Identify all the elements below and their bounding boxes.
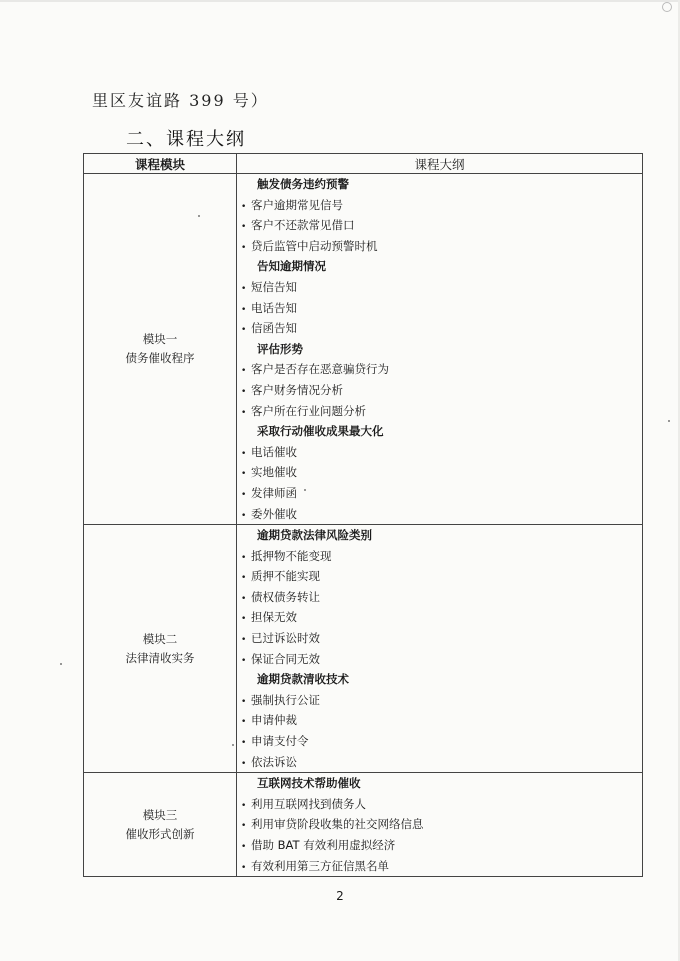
- bullet-icon: •: [241, 800, 247, 811]
- list-item: [237, 690, 642, 711]
- section-title: 二、课程大纲: [126, 129, 246, 150]
- list-item: [237, 401, 642, 422]
- bullet-icon: •: [241, 821, 247, 832]
- address-continuation: 里区友谊路 399 号）: [92, 91, 269, 110]
- bullet-icon: •: [241, 738, 247, 749]
- bullet-icon: •: [241, 283, 247, 294]
- scan-speck: [232, 744, 234, 746]
- list-item-text: 客户是否存在恶意骗贷行为: [251, 362, 389, 377]
- bullet-icon: •: [241, 655, 247, 666]
- bullet-icon: •: [241, 201, 247, 212]
- list-item-text: 依法诉讼: [251, 754, 297, 769]
- list-item-text: 质押不能实现: [251, 569, 320, 584]
- list-item: [237, 794, 642, 815]
- list-item: [237, 607, 642, 628]
- list-item: [237, 215, 642, 236]
- list-item-text: 客户财务情况分析: [251, 382, 343, 397]
- list-item: [237, 359, 642, 380]
- course-outline-table: [83, 153, 643, 877]
- bullet-icon: •: [241, 222, 247, 233]
- list-item-text: 申请支付令: [251, 734, 309, 749]
- bullet-icon: •: [241, 717, 247, 728]
- module-name-title: 催收形式创新: [125, 826, 195, 841]
- scan-speck: [60, 663, 62, 665]
- list-item-text: 强制执行公证: [251, 692, 320, 707]
- list-item: [237, 462, 642, 483]
- list-item-text: 债权债务转让: [251, 589, 320, 604]
- scan-speck: [304, 489, 306, 491]
- list-item: [237, 649, 642, 670]
- scan-speck: [198, 215, 200, 217]
- list-item-text: 抵押物不能变现: [251, 548, 332, 563]
- list-item-text: 委外催收: [251, 506, 297, 521]
- bullet-icon: •: [241, 696, 247, 707]
- module-outline-cell: [237, 525, 643, 773]
- table-row: [84, 174, 643, 525]
- bullet-icon: •: [241, 593, 247, 604]
- module-outline-cell: [237, 773, 643, 877]
- bullet-icon: •: [241, 304, 247, 315]
- page-number: 2: [336, 889, 344, 903]
- list-item-text: 客户不还款常见借口: [251, 218, 355, 233]
- list-item: [237, 442, 642, 463]
- list-item-text: 借助 BAT 有效利用虚拟经济: [251, 838, 396, 852]
- table-body: [84, 174, 643, 877]
- list-item: [237, 731, 642, 752]
- list-item-text: 信函告知: [251, 321, 297, 336]
- module-name-number: 模块三: [142, 807, 178, 822]
- list-item: [237, 236, 642, 257]
- module-name-number: 模块二: [142, 631, 178, 646]
- bullet-icon: •: [241, 614, 247, 625]
- table-row: [84, 525, 643, 773]
- outline-topic: 采取行动催收成果最大化: [257, 424, 384, 439]
- list-item-text: 电话催收: [251, 444, 297, 459]
- list-item-text: 短信告知: [251, 279, 297, 294]
- module-name-cell: [84, 773, 237, 877]
- list-item: [237, 546, 642, 567]
- bullet-icon: •: [241, 635, 247, 646]
- bullet-icon: •: [241, 552, 247, 563]
- list-item: [237, 298, 642, 319]
- header-module: 课程模块: [84, 154, 237, 174]
- scan-speck: [668, 420, 670, 422]
- outline-topic: 逾期贷款法律风险类别: [257, 528, 372, 543]
- scan-edge-top: [0, 0, 680, 2]
- list-item: [237, 277, 642, 298]
- bullet-icon: •: [241, 758, 247, 769]
- list-item-text: 发律师函: [251, 485, 297, 500]
- table-header-row: [84, 154, 643, 174]
- outline-topic: 告知逾期情况: [257, 259, 326, 274]
- bullet-icon: •: [241, 242, 247, 253]
- list-item: [237, 504, 642, 525]
- list-item: [237, 380, 642, 401]
- bullet-icon: •: [241, 407, 247, 418]
- outline-topic: 评估形势: [257, 341, 303, 356]
- bullet-icon: •: [241, 325, 247, 336]
- list-item-text: 利用互联网找到债务人: [251, 796, 366, 811]
- list-item: [237, 483, 642, 504]
- outline-topic: 触发债务违约预警: [257, 177, 349, 191]
- list-item-text: 申请仲裁: [251, 713, 297, 728]
- list-item-text: 客户逾期常见信号: [251, 197, 343, 212]
- bullet-icon: •: [241, 862, 247, 873]
- module-name-number: 模块一: [142, 332, 178, 347]
- list-item-text: 担保无效: [251, 610, 297, 625]
- module-name-cell: [84, 525, 237, 773]
- module-outline-cell: [237, 174, 643, 525]
- list-item: [237, 856, 642, 877]
- list-item: [237, 318, 642, 339]
- bullet-icon: •: [241, 469, 247, 480]
- table-row: [84, 773, 643, 877]
- list-item-text: 实地催收: [251, 465, 297, 480]
- list-item-text: 电话告知: [251, 300, 297, 315]
- bullet-icon: •: [241, 386, 247, 397]
- module-name-title: 债务催收程序: [125, 351, 195, 366]
- bullet-icon: •: [241, 366, 247, 377]
- list-item: [237, 814, 642, 835]
- bullet-icon: •: [241, 489, 247, 500]
- list-item: [237, 710, 642, 731]
- module-name-title: 法律清收实务: [125, 650, 195, 665]
- bullet-icon: •: [241, 448, 247, 459]
- bullet-icon: •: [241, 510, 247, 521]
- list-item-text: 保证合同无效: [251, 651, 320, 666]
- bullet-icon: •: [241, 573, 247, 584]
- list-item-text: 利用审贷阶段收集的社交网络信息: [251, 817, 424, 832]
- list-item: [237, 195, 642, 216]
- list-item: [237, 587, 642, 608]
- list-item-text: 客户所在行业问题分析: [251, 403, 366, 418]
- list-item: [237, 752, 642, 773]
- list-item: [237, 566, 642, 587]
- outline-topic: 互联网技术帮助催收: [257, 776, 361, 791]
- list-item: [237, 835, 642, 856]
- header-outline: 课程大纲: [237, 154, 643, 174]
- list-item-text: 贷后监管中启动预警时机: [251, 238, 378, 253]
- scan-corner-mark: [662, 2, 672, 12]
- bullet-icon: •: [241, 842, 247, 852]
- list-item-text: 已过诉讼时效: [251, 631, 320, 646]
- module-name-cell: [84, 174, 237, 525]
- list-item-text: 有效利用第三方征信黑名单: [251, 858, 389, 873]
- outline-topic: 逾期贷款清收技术: [257, 672, 349, 687]
- list-item: [237, 628, 642, 649]
